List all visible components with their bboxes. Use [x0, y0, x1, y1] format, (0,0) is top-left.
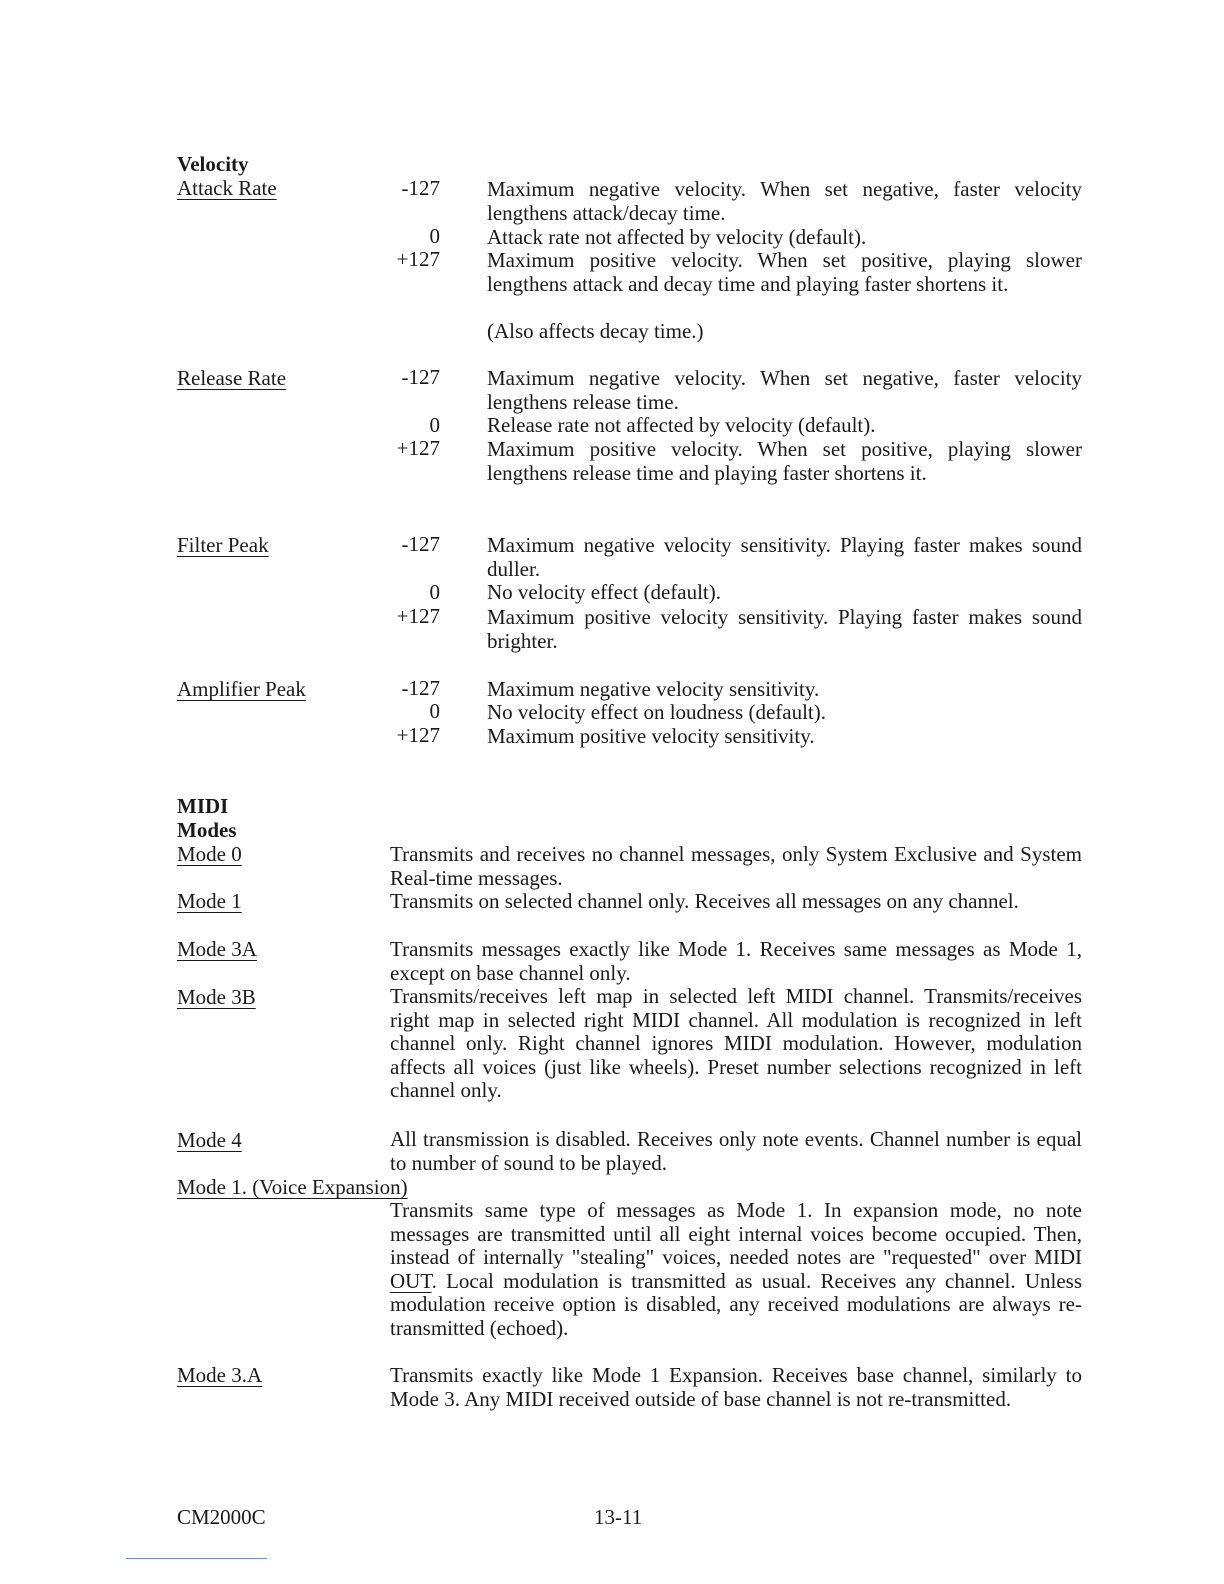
mode-1-voice-expansion-label: Mode 1. (Voice Expansion) — [177, 1175, 408, 1199]
param-description: Maximum positive velocity. When set positive, playing slower lengthens attack and decay time and playing faster shortens it. — [487, 248, 1082, 296]
param-value: -127 — [401, 532, 440, 556]
param-value: +127 — [396, 247, 440, 271]
page-number: 13-11 — [594, 1505, 643, 1529]
param-description: Maximum negative velocity. When set negative, faster velocity lengthens release time. — [487, 366, 1082, 414]
mode-description-part: Transmits same type of messages as Mode 1. In expansion mode, no note messages are transmitted until all eight internal voices become occupied. Then, instead of internally "stealing" voices, needed notes are "requested" over MIDI — [390, 1198, 1082, 1270]
param-value: +127 — [396, 723, 440, 747]
mode-description: Transmits/receives left map in selected left MIDI channel. Transmits/receives right map in selected right MIDI channel. All modulation is recognized in left channel only. Right channel ignores MIDI modulation. However, modulation affects all voices (just like wheels). Preset number selections recognized in left channel only. — [390, 984, 1082, 1103]
mode-description: Transmits and receives no channel messages, only System Exclusive and System Real-time messages. — [390, 842, 1082, 890]
param-value: 0 — [429, 580, 440, 604]
mode-description — [390, 1199, 1082, 1341]
param-amplifier-peak: Amplifier Peak — [177, 677, 306, 701]
mode-4-label: Mode 4 — [177, 1128, 242, 1152]
mode-description: Transmits on selected channel only. Receives all messages on any channel. — [390, 889, 1019, 913]
param-description: No velocity effect on loudness (default). — [487, 700, 827, 724]
param-description: No velocity effect (default). — [487, 580, 722, 604]
mode-3b-label: Mode 3B — [177, 985, 256, 1009]
param-note: (Also affects decay time.) — [487, 319, 704, 343]
midi-heading: MIDI — [177, 794, 229, 818]
mode-1-label: Mode 1 — [177, 889, 242, 913]
midi-out-term: OUT — [390, 1268, 432, 1293]
param-description: Maximum positive velocity. When set positive, playing slower lengthens release time and playing faster shortens it. — [487, 437, 1082, 485]
param-value: -127 — [401, 676, 440, 700]
velocity-heading: Velocity — [177, 152, 249, 176]
mode-3a-expansion-label: Mode 3.A — [177, 1363, 263, 1387]
mode-description-part: . Local modulation is transmitted as usual. Receives any channel. Unless modulation receive option is disabled, any received modulations are always re-transmitted (echoed). — [390, 1268, 1082, 1340]
param-value: +127 — [396, 604, 440, 628]
mode-description: Transmits exactly like Mode 1 Expansion. Receives base channel, similarly to Mode 3. Any MIDI received outside of base channel is not re-transmitted. — [390, 1363, 1082, 1411]
mode-description: Transmits messages exactly like Mode 1. Receives same messages as Mode 1, except on base channel only. — [390, 937, 1082, 985]
param-release-rate: Release Rate — [177, 366, 287, 390]
mode-3a-label: Mode 3A — [177, 937, 257, 961]
modes-heading: Modes — [177, 818, 237, 842]
param-value: -127 — [401, 176, 440, 200]
param-description: Maximum positive velocity sensitivity. — [487, 724, 815, 748]
param-value: 0 — [429, 224, 440, 248]
param-description: Maximum negative velocity sensitivity. Playing faster makes sound duller. — [487, 533, 1082, 581]
mode-description: All transmission is disabled. Receives only note events. Channel number is equal to number of sound to be played. — [390, 1127, 1082, 1175]
param-description: Maximum positive velocity sensitivity. Playing faster makes sound brighter. — [487, 605, 1082, 653]
param-value: -127 — [401, 365, 440, 389]
param-value: 0 — [429, 413, 440, 437]
param-filter-peak: Filter Peak — [177, 533, 269, 557]
bottom-divider — [126, 1558, 267, 1559]
param-value: +127 — [396, 436, 440, 460]
param-value: 0 — [429, 699, 440, 723]
param-description: Maximum negative velocity sensitivity. — [487, 677, 820, 701]
param-description: Maximum negative velocity. When set negative, faster velocity lengthens attack/decay time. — [487, 177, 1082, 225]
document-id: CM2000C — [177, 1505, 266, 1529]
param-attack-rate: Attack Rate — [177, 176, 277, 200]
param-description: Release rate not affected by velocity (default). — [487, 413, 876, 437]
mode-0-label: Mode 0 — [177, 842, 242, 866]
param-description: Attack rate not affected by velocity (default). — [487, 225, 867, 249]
